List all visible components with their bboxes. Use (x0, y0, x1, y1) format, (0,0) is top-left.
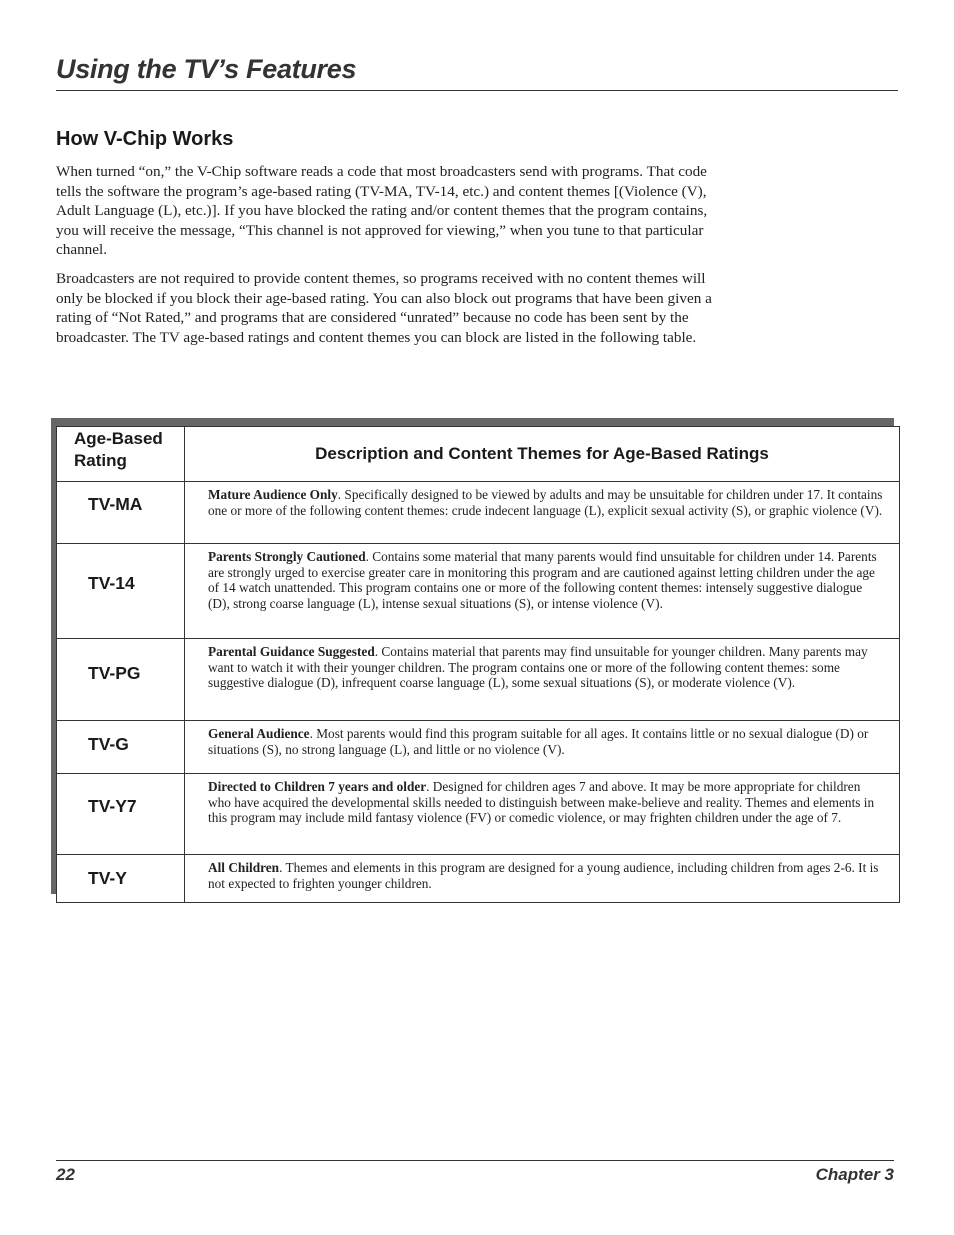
description-title: All Children (208, 860, 280, 875)
table-row (57, 639, 900, 721)
rating-cell: TV-Y7 (57, 774, 185, 855)
rating-cell: TV-G (57, 721, 185, 774)
description-title: Parents Strongly Cautioned (208, 549, 366, 564)
table-row (57, 721, 900, 774)
body-paragraph-2: Broadcasters are not required to provide content themes, so programs received with no content themes will only be blocked if you block their age-based rating. You can also block out programs that have been given a rating of “Not Rated,” and programs that are considered “unrated” because no code has been sent by the broadcaster. The TV age-based ratings and content themes you can block are listed in the following table. (56, 270, 712, 346)
table-row (57, 774, 900, 855)
description-text: . Specifically designed to be viewed by adults and may be unsuitable for children under 17. It contains one or more of the following content themes: crude indecent language (L), explicit sexual activity (S), or graphic violence (V). (208, 487, 883, 518)
ratings-table (56, 426, 900, 903)
description-text: . Themes and elements in this program are designed for a young audience, including children from ages 2-6. It is not expected to frighten younger children. (208, 860, 879, 891)
page-number: 22 (56, 1165, 75, 1184)
page-footer (56, 1160, 894, 1184)
rating-cell: TV-14 (57, 544, 185, 639)
description-title: Directed to Children 7 years and older (208, 779, 427, 794)
body-paragraph-1: When turned “on,” the V-Chip software reads a code that most broadcasters send with programs. That code tells the software the program’s age-based rating (TV-MA, TV-14, etc.) and content themes [(Violence (V), Adult Language (L), etc.)]. If you have blocked the rating and/or content themes that the program contains, you will receive the message, “This channel is not approved for viewing,” when you tune to that particular channel. (56, 163, 708, 259)
page-header (56, 50, 898, 91)
description-text: . Designed for children ages 7 and above. It may be more appropriate for children who have acquired the developmental skills needed to distinguish between make-believe and reality. Themes and elements in this program may include mild fantasy violence (FV) or comedic violence, or may frighten children under the age of 7. (208, 779, 875, 826)
table-row (57, 544, 900, 639)
description-cell (185, 482, 900, 544)
column-header-description: Description and Content Themes for Age-Based Ratings (185, 427, 900, 482)
chapter-label: Chapter 3 (815, 1165, 894, 1184)
rating-cell: TV-MA (57, 482, 185, 544)
column-header-rating: Age-Based Rating (57, 427, 185, 482)
table-row (57, 855, 900, 903)
description-cell (185, 639, 900, 721)
description-title: General Audience (208, 726, 310, 741)
section-heading: How V-Chip Works (56, 128, 234, 150)
page-title: Using the TV’s Features (56, 54, 357, 84)
description-title: Parental Guidance Suggested (208, 644, 375, 659)
description-cell (185, 544, 900, 639)
rating-cell: TV-PG (57, 639, 185, 721)
description-text: . Contains some material that many parents would find unsuitable for children under 14. Parents are strongly urged to exercise greater care in monitoring this program and are cautioned against letting children under the age of 14 watch unattended. This program contains one or more of the following content themes: intensely suggestive dialogue (D), strong coarse language (L), intense sexual situations (S), or intense violence (V). (208, 549, 877, 612)
table-row (57, 482, 900, 544)
description-cell (185, 774, 900, 855)
description-cell (185, 855, 900, 903)
ratings-table-container (56, 426, 899, 903)
description-text: . Contains material that parents may find unsuitable for younger children. Many parents may want to watch it with their younger children. The program contains one or more of the following content themes: some suggestive dialogue (D), infrequent coarse language (L), some sexual situations (S), or moderate violence (V). (208, 644, 868, 691)
table-header-row (57, 427, 900, 482)
description-cell (185, 721, 900, 774)
description-title: Mature Audience Only (208, 487, 338, 502)
rating-cell: TV-Y (57, 855, 185, 903)
description-text: . Most parents would find this program suitable for all ages. It contains little or no sexual dialogue (D) or situations (S), no strong language (L), and little or no violence (V). (208, 726, 869, 757)
